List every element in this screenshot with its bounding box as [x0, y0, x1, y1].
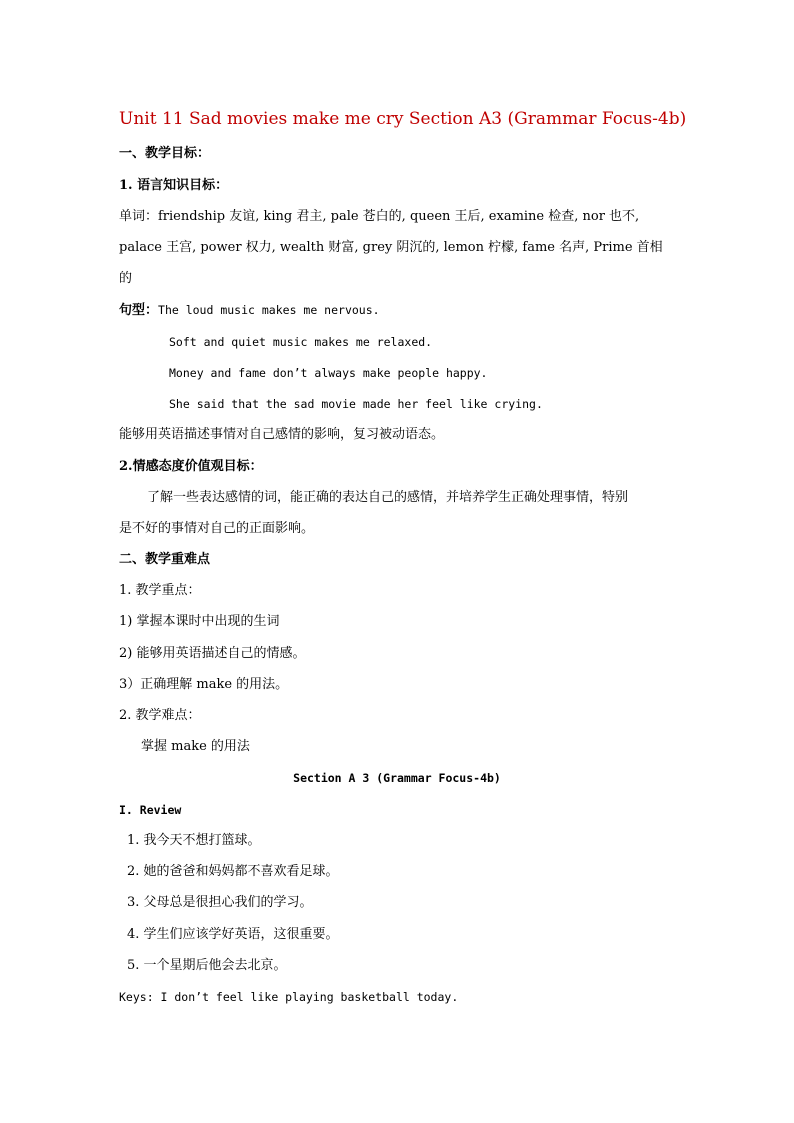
review-heading: I. Review — [119, 803, 182, 817]
difficult-point-item: 掌握 make 的用法 — [141, 739, 250, 754]
review-item: 5. 一个星期后他会去北京。 — [127, 958, 287, 973]
key-point-item: 3）正确理解 make 的用法。 — [119, 677, 289, 692]
vocab-line: palace 王宫, power 权力, wealth 财富, grey 阴沉的, lemon 柠檬, fame 名声, Prime 首相 — [119, 240, 663, 255]
pattern-item: Soft and quiet music makes me relaxed. — [169, 335, 433, 349]
review-item: 4. 学生们应该学好英语，这很重要。 — [127, 927, 339, 942]
pattern-label: 句型： — [119, 303, 159, 318]
vocab-line: 的 — [119, 271, 133, 286]
document-title: Unit 11 Sad movies make me cry Section A3 (Grammar Focus-4b) — [119, 109, 687, 129]
section-title: Section A 3 (Grammar Focus-4b) — [293, 771, 501, 785]
ability-text: 能够用英语描述事情对自己感情的影响，复习被动语态。 — [119, 427, 445, 442]
difficult-points-label: 2. 教学难点： — [119, 708, 201, 723]
key-difficult-heading: 二、教学重难点 — [119, 552, 211, 567]
review-item: 1. 我今天不想打篮球。 — [127, 833, 261, 848]
key-point-item: 1) 掌握本课时中出现的生词 — [119, 614, 280, 629]
vocab-line: 单词：friendship 友谊, king 君主, pale 苍白的, queen 王后, examine 检查, nor 也不, — [119, 209, 640, 224]
review-item: 3. 父母总是很担心我们的学习。 — [127, 895, 313, 910]
emotion-text: 了解一些表达感情的词，能正确的表达自己的感情，并培养学生正确处理事情，特别 — [147, 490, 629, 505]
language-objectives-heading: 1. 语言知识目标： — [119, 178, 229, 193]
key-points-label: 1. 教学重点： — [119, 583, 201, 598]
emotion-objectives-heading: 2.情感态度价值观目标： — [119, 459, 263, 474]
review-keys: Keys: I don’t feel like playing basketball today. — [119, 990, 459, 1004]
emotion-text: 是不好的事情对自己的正面影响。 — [119, 521, 315, 536]
pattern-item: She said that the sad movie made her feel like crying. — [169, 397, 543, 411]
objectives-heading: 一、教学目标： — [119, 146, 211, 161]
key-point-item: 2) 能够用英语描述自己的情感。 — [119, 646, 306, 661]
review-item: 2. 她的爸爸和妈妈都不喜欢看足球。 — [127, 864, 339, 879]
pattern-item: Money and fame don’t always make people happy. — [169, 366, 488, 380]
sentence-patterns — [119, 301, 380, 320]
pattern-item: The loud music makes me nervous. — [158, 303, 380, 317]
